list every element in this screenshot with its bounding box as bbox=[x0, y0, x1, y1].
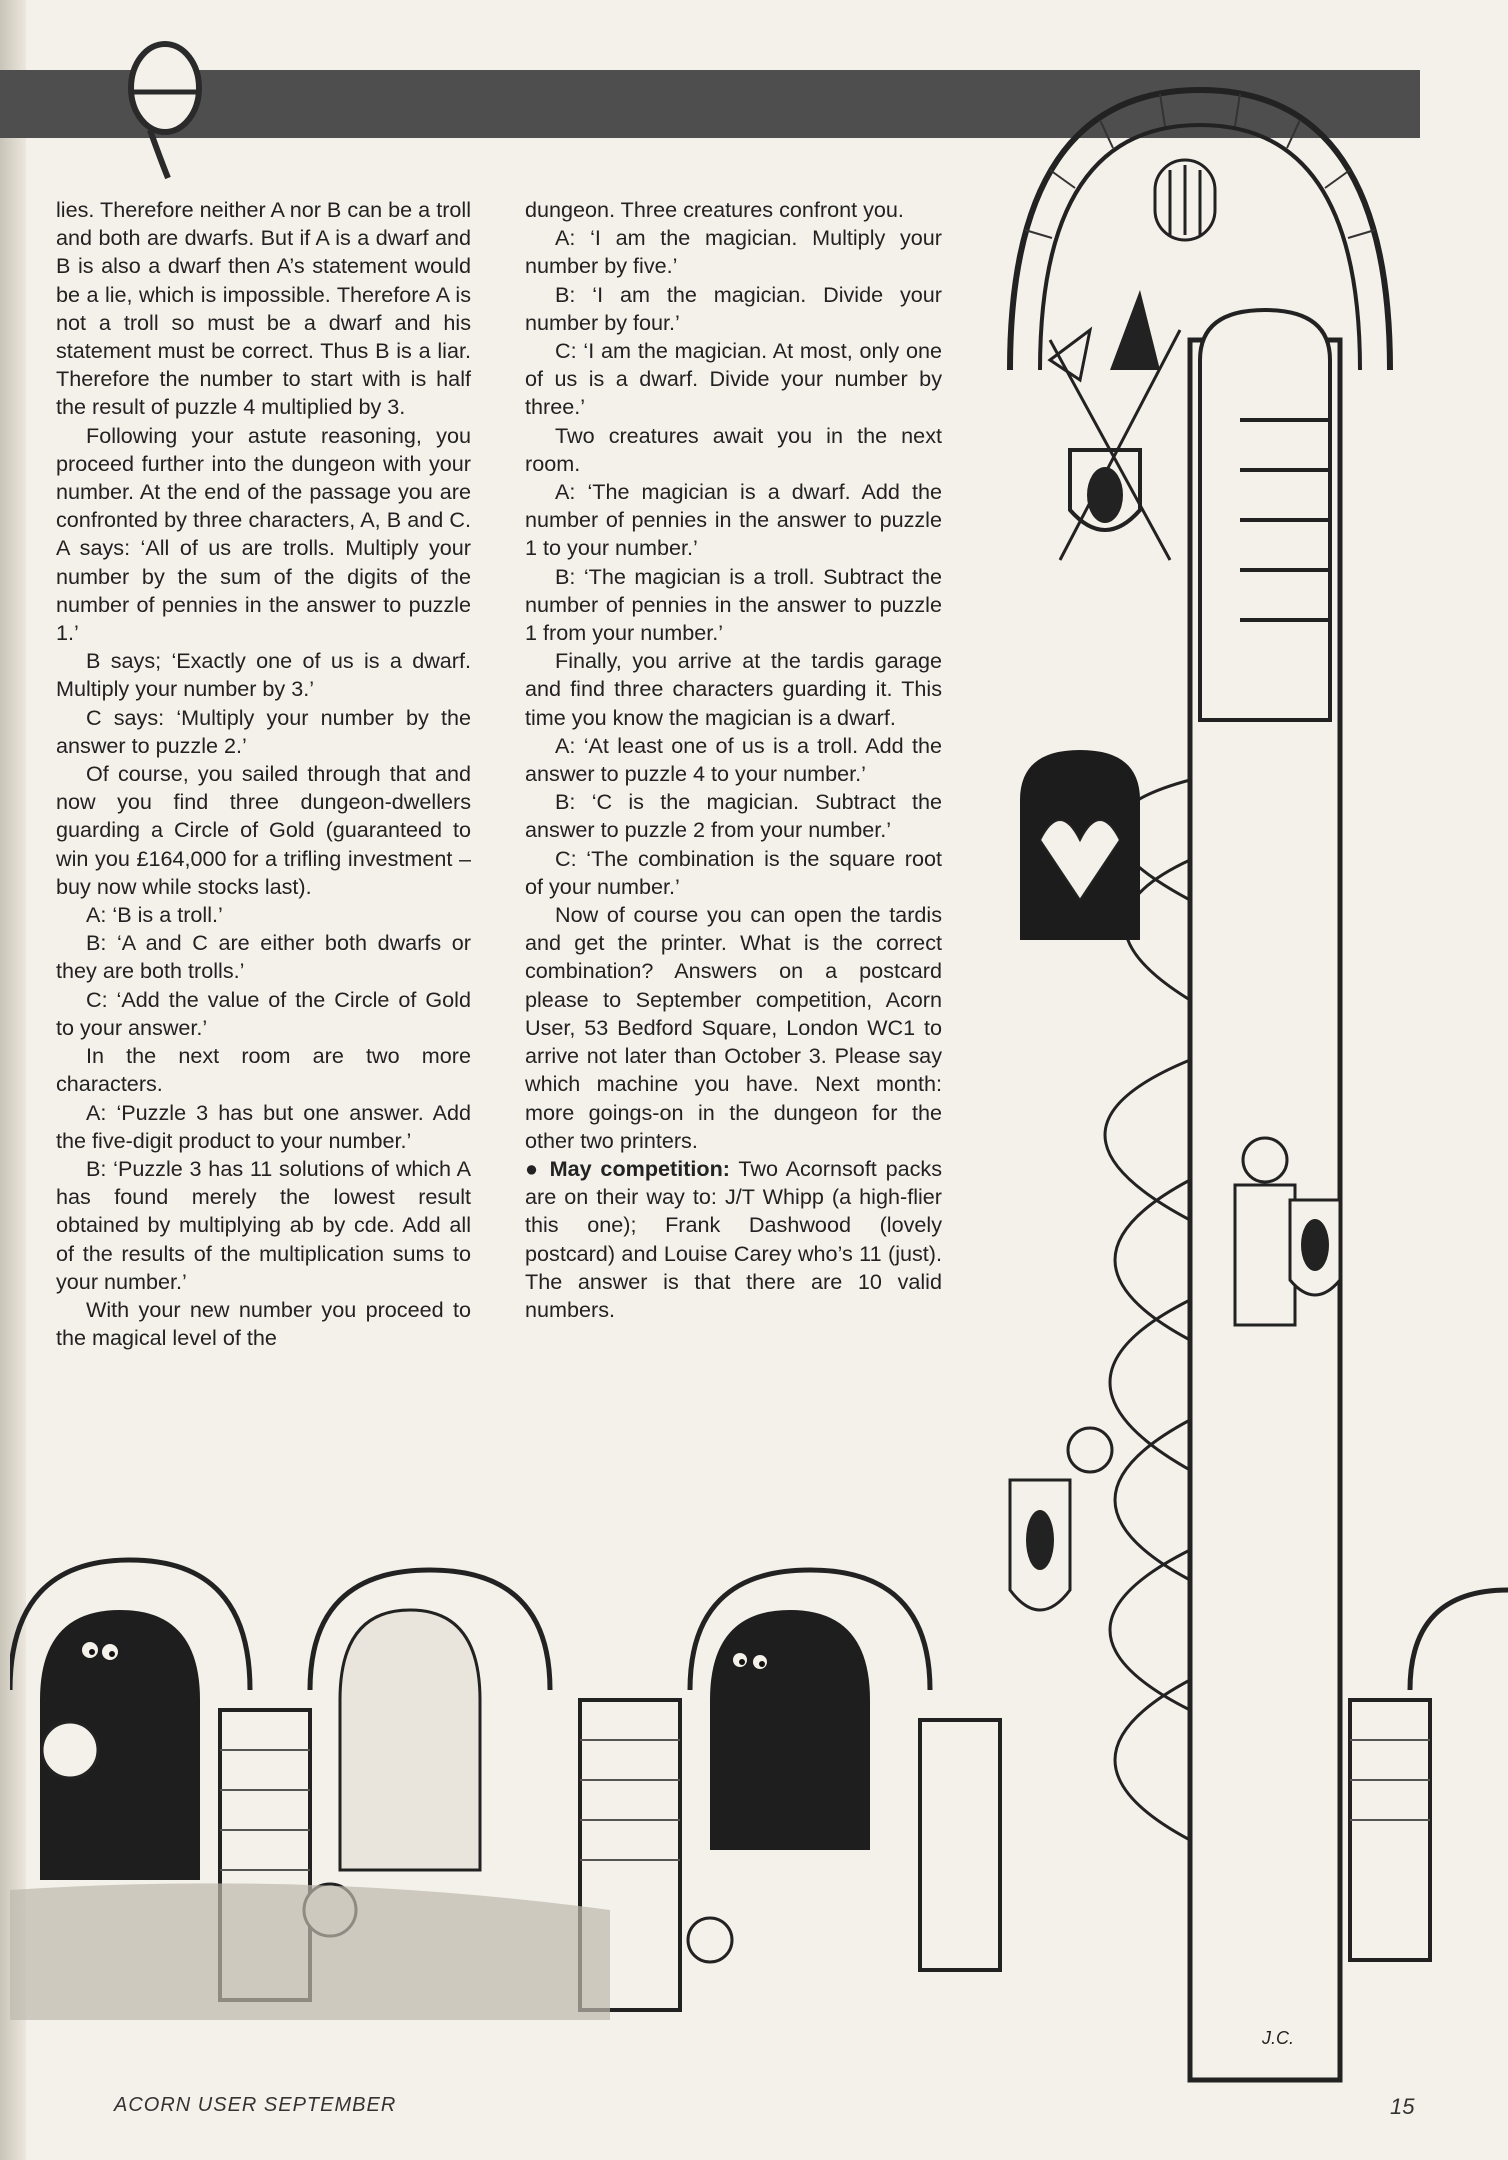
column1-paragraph: Following your astute reasoning, you proceed further into the dungeon with your number. At the end of the passage you are confronted by three characters, A, B and C. A says: ‘All of us are trolls. Multiply your number by the sum of the digits of the number of pennies in the answer to puzzle 1.’ bbox=[56, 422, 471, 646]
column2-paragraph: B: ‘C is the magician. Subtract the answer to puzzle 2 from your number.’ bbox=[525, 789, 942, 843]
column2-paragraph: B: ‘The magician is a troll. Subtract the number of pennies in the answer to puzzle 1 from your number.’ bbox=[525, 563, 942, 646]
competition-paragraph bbox=[525, 1155, 942, 1324]
column1-paragraph: In the next room are two more characters. bbox=[56, 1043, 471, 1097]
column2-paragraph: Two creatures await you in the next room. bbox=[525, 422, 942, 476]
column2-paragraph: C: ‘I am the magician. At most, only one of us is a dwarf. Divide your number by three.’ bbox=[525, 338, 942, 420]
column1-paragraph: B: ‘A and C are either both dwarfs or they are both trolls.’ bbox=[56, 930, 471, 984]
article-column-1 bbox=[56, 196, 471, 1352]
column1-paragraph: A: ‘B is a troll.’ bbox=[86, 902, 223, 928]
column2-paragraph: Now of course you can open the tardis and get the printer. What is the correct combination? Answers on a postcard please to September competition, Acorn User, 53 Bedford Square, London WC1 to arrive not later than October 3. Please say which machine you have. Next month: more goings-on in the dungeon for the other two printers. bbox=[525, 902, 942, 1153]
footer-magazine-title: ACORN USER SEPTEMBER bbox=[114, 2094, 397, 2116]
column1-paragraph: Of course, you sailed through that and now you find three dungeon-dwellers guarding a Circle of Gold (guaranteed to win you £164,000 for a trifling investment – buy now while stocks last). bbox=[56, 761, 471, 899]
column2-paragraph: dungeon. Three creatures confront you. bbox=[525, 197, 904, 222]
column1-paragraph: B says; ‘Exactly one of us is a dwarf. Multiply your number by 3.’ bbox=[56, 648, 471, 702]
competition-heading: May competition: bbox=[549, 1155, 730, 1181]
footer-page-number: 15 bbox=[1390, 2094, 1415, 2119]
article-column-2 bbox=[525, 196, 942, 1324]
column1-paragraph: B: ‘Puzzle 3 has 11 solutions of which A has found merely the lowest result obtained by multiplying ab by cde. Add all of the results of the multiplication sums to your number.’ bbox=[56, 1155, 471, 1294]
column2-paragraph: C: ‘The combination is the square root of your number.’ bbox=[525, 845, 942, 899]
column2-paragraph: A: ‘The magician is a dwarf. Add the number of pennies in the answer to puzzle 1 to your number.’ bbox=[525, 479, 942, 561]
column2-paragraph: Finally, you arrive at the tardis garage and find three characters guarding it. This time you know the magician is a dwarf. bbox=[525, 648, 942, 730]
column1-paragraph: C: ‘Add the value of the Circle of Gold to your answer.’ bbox=[56, 986, 471, 1040]
bullet: ● bbox=[525, 1155, 541, 1181]
column2-paragraph: A: ‘I am the magician. Multiply your number by five.’ bbox=[525, 225, 942, 279]
column2-paragraph: A: ‘At least one of us is a troll. Add the answer to puzzle 4 to your number.’ bbox=[525, 732, 942, 787]
dungeon-arches-illustration-icon bbox=[10, 1550, 1508, 2020]
illustration-signature: J.C. bbox=[1262, 2028, 1295, 2048]
column1-paragraph: lies. Therefore neither A nor B can be a troll and both are dwarfs. But if A is a dwarf and B is also a dwarf then A’s statement would be a lie, which is impossible. Therefore A is not a troll so must be a dwarf and his statement must be correct. Thus B is a liar. Therefore the number to start with is half the result of puzzle 4 multiplied by 3. bbox=[56, 197, 471, 420]
column1-paragraph: A: ‘Puzzle 3 has but one answer. Add the five-digit product to your number.’ bbox=[56, 1099, 471, 1153]
question-egg-logo-icon bbox=[110, 28, 220, 188]
column1-paragraph: With your new number you proceed to the magical level of the bbox=[56, 1296, 471, 1351]
competition-text: Two Acornsoft packs are on their way to: J/T Whipp (a high-flier this one); Frank Dashwood (lovely postcard) and Louise Carey who’s 11 (just). The answer is that there are 10 valid numbers. bbox=[525, 1155, 943, 1322]
column2-paragraph: B: ‘I am the magician. Divide your number by four.’ bbox=[525, 281, 942, 335]
column1-paragraph: C says: ‘Multiply your number by the answer to puzzle 2.’ bbox=[56, 704, 471, 758]
